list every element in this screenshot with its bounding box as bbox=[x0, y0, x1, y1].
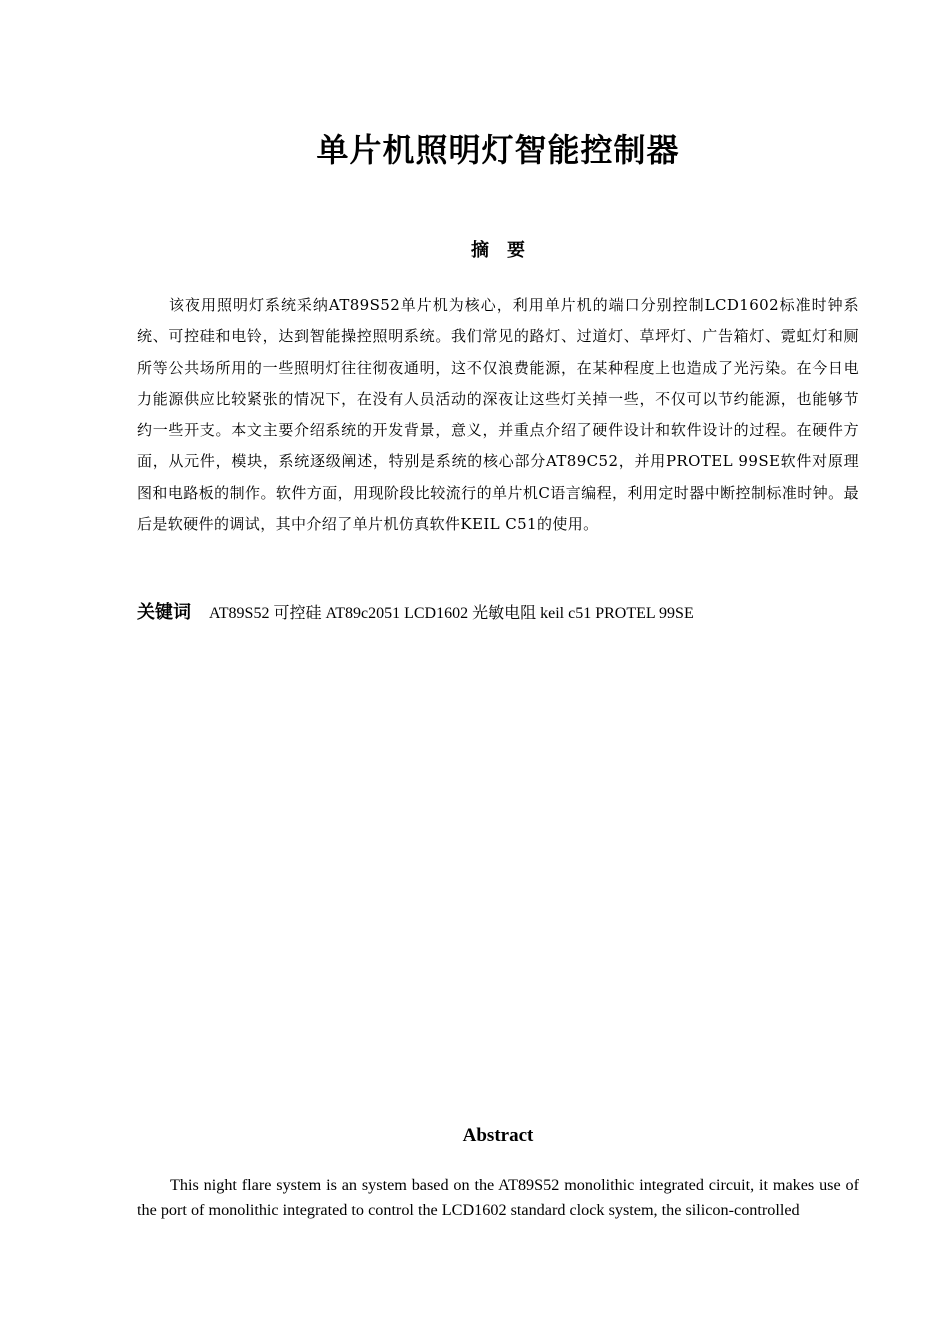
keywords-text: AT89S52 可控硅 AT89c2051 LCD1602 光敏电阻 keil c51 PROTEL 99SE bbox=[209, 605, 694, 622]
abstract-heading-english: Abstract bbox=[462, 1125, 534, 1146]
keywords-line bbox=[137, 600, 859, 627]
abstract-body-english: This night flare system is an system based on the AT89S52 monolithic integrated circuit, it makes use of the port of monolithic integrated to control the LCD1602 standard clock system, the silicon-controlled bbox=[137, 1176, 859, 1219]
document-title: 单片机照明灯智能控制器 bbox=[316, 131, 680, 169]
abstract-body-chinese: 该夜用照明灯系统采纳AT89S52单片机为核心，利用单片机的端口分别控制LCD1602标准时钟系统、可控硅和电铃，达到智能操控照明系统。我们常见的路灯、过道灯、草坪灯、广告箱灯、霓虹灯和厕所等公共场所用的一些照明灯往往彻夜通明，这不仅浪费能源，在某种程度上也造成了光污染。在今日电力能源供应比较紧张的情况下，在没有人员活动的深夜让这些灯关掉一些，不仅可以节约能源，也能够节约一些开支。本文主要介绍系统的开发背景，意义，并重点介绍了硬件设计和软件设计的过程。在硬件方面，从元件，模块，系统逐级阐述，特别是系统的核心部分AT89C52，并用PROTEL 99SE软件对原理图和电路板的制作。软件方面，用现阶段比较流行的单片机C语言编程，利用定时器中断控制标准时钟。最后是软硬件的调试，其中介绍了单片机仿真软件KEIL C51的使用。 bbox=[137, 296, 859, 534]
keywords-label: 关键词 bbox=[137, 602, 191, 623]
abstract-heading-chinese: 摘 要 bbox=[471, 240, 525, 261]
